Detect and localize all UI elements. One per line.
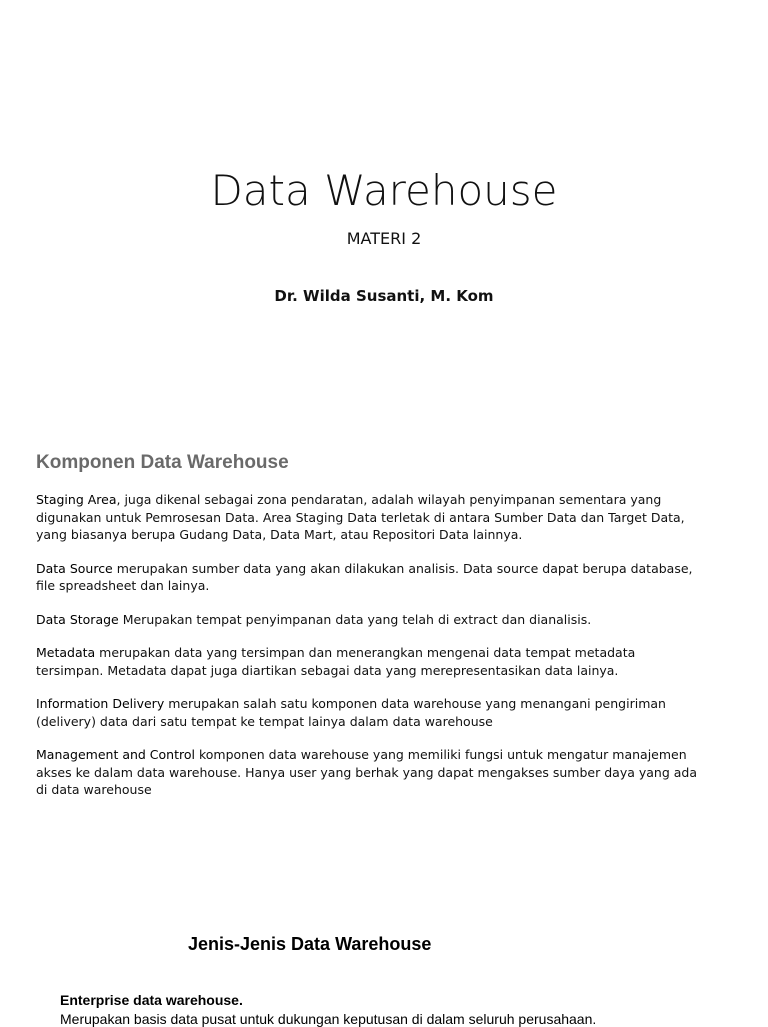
component-metadata [36, 644, 706, 679]
component-term: Data Storage [36, 611, 119, 627]
component-description: komponen data warehouse yang memiliki fungsi untuk mengatur manajemen akses ke dalam data warehouse. Hanya user yang berhak yang dapat mengakses sumber daya yang ada di data warehouse [36, 747, 697, 797]
components-heading: Komponen Data Warehouse [36, 452, 289, 473]
title-slide [0, 0, 768, 430]
component-term: Staging Area [36, 492, 117, 507]
types-heading: Jenis-Jenis Data Warehouse [188, 934, 432, 954]
types-slide [0, 900, 768, 1027]
slide-title: Data Warehouse [210, 166, 558, 215]
component-data-source [36, 560, 706, 595]
component-term: Information Delivery [36, 696, 165, 711]
component-data-storage [36, 611, 706, 629]
component-staging-area [36, 491, 706, 544]
component-management-and-control [36, 746, 706, 799]
component-description: Merupakan tempat penyimpanan data yang telah di extract dan dianalisis. [118, 611, 592, 627]
type-description: Merupakan basis data pusat untuk dukungan keputusan di dalam seluruh perusahaan. [60, 1011, 597, 1027]
author-name: Dr. Wilda Susanti, M. Kom [274, 287, 494, 305]
component-term: Metadata [36, 645, 96, 660]
component-description: merupakan data yang tersimpan dan menerangkan mengenai data tempat metadata tersimpan. Metadata dapat juga diartikan sebagai data yang merepresentasikan data lainya. [36, 645, 636, 678]
components-slide [0, 440, 768, 840]
component-term: Management and Control [36, 747, 195, 762]
slide-subtitle: MATERI 2 [346, 229, 422, 248]
components-list [36, 491, 706, 815]
component-term: Data Source [36, 560, 113, 576]
component-description: merupakan sumber data yang akan dilakukan analisis. Data source dapat berupa database, file spreadsheet dan lainya. [36, 560, 693, 593]
component-description: , juga dikenal sebagai zona pendaratan, adalah wilayah penyimpanan sementara yang digunakan untuk Pemrosesan Data. Area Staging Data terletak di antara Sumber Data dan Target Data, yang biasanya berupa Gudang Data, Data Mart, atau Repositori Data lainnya. [36, 492, 685, 542]
component-description: merupakan salah satu komponen data warehouse yang menangani pengiriman (delivery) data dari satu tempat ke tempat lainya dalam data warehouse [36, 696, 666, 729]
type-name: Enterprise data warehouse. [60, 992, 243, 1008]
component-information-delivery [36, 695, 706, 730]
